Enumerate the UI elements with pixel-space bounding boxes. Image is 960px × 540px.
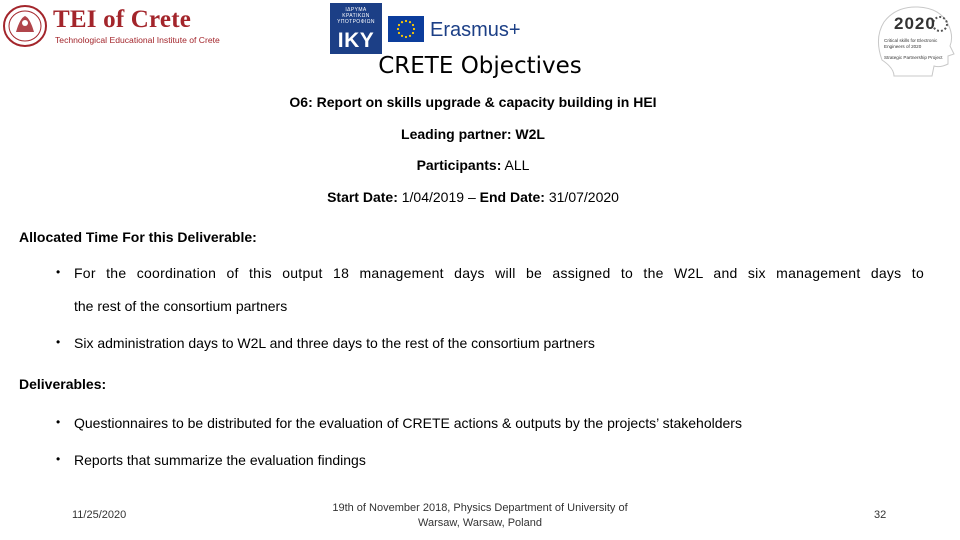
eu-flag-icon [388, 16, 424, 42]
tei-seal-icon [2, 4, 50, 48]
iky-logo-line: ΥΠΟΤΡΟΦΙΩΝ [337, 19, 375, 25]
participants-label: Participants: [416, 157, 502, 173]
crete-logo-line: Strategic Partnership Project [884, 55, 943, 60]
bullet-icon: • [56, 415, 61, 429]
start-date-value: 1/04/2019 [401, 189, 465, 205]
participants-value: ALL [504, 157, 530, 173]
tei-logo [2, 4, 220, 48]
bullet-icon: • [56, 452, 61, 466]
iky-logo-line: ΙΔΡΥΜΑ [345, 7, 367, 13]
leading-partner-line [0, 126, 946, 142]
list-item-text: Six administration days to W2L and three days to the rest of the consortium partners [74, 335, 595, 351]
crete-logo-year: 2020 [894, 14, 936, 33]
footer-event-line: Warsaw, Warsaw, Poland [418, 517, 542, 529]
list-item-text: the rest of the consortium partners [74, 298, 288, 314]
slide-title: CRETE Objectives [378, 53, 582, 79]
iky-logo [330, 3, 382, 54]
tei-logo-name: TEI of Crete [53, 6, 192, 33]
report-line: O6: Report on skills upgrade & capacity building in HEI [289, 94, 657, 110]
footer-event-line: 19th of November 2018, Physics Department of University of [332, 502, 628, 514]
bullet-icon: • [56, 265, 61, 279]
allocated-time-heading: Allocated Time For this Deliverable: [19, 229, 257, 245]
crete-logo-line: Critical skills for Electronic [884, 38, 938, 43]
list-item-text: For the coordination of this output 18 management days will be assigned to the W2L and six management days to [74, 265, 924, 281]
list-item-text: Questionnaires to be distributed for the evaluation of CRETE actions & outputs by the projects’ stakeholders [74, 415, 742, 431]
leading-partner-value: W2L [515, 126, 545, 142]
leading-partner-label: Leading partner: [401, 126, 512, 142]
iky-logo-line: ΚΡΑΤΙΚΩΝ [342, 13, 370, 19]
footer-event [310, 501, 650, 531]
end-date-label: End Date: [479, 189, 545, 205]
end-date-value: 31/07/2020 [548, 189, 619, 205]
footer-page-number: 32 [874, 509, 887, 521]
start-date-label: Start Date: [327, 189, 398, 205]
iky-logo-name: IKY [337, 29, 375, 52]
participants-line [0, 157, 946, 173]
dates-line [0, 189, 946, 205]
bullet-icon: • [56, 335, 61, 349]
tei-logo-subtitle: Technological Educational Institute of Crete [55, 35, 220, 45]
crete-logo-line: Engineers of 2020 [884, 44, 922, 49]
footer-date: 11/25/2020 [72, 509, 127, 521]
list-item-text: Reports that summarize the evaluation findings [74, 452, 366, 468]
deliverables-heading: Deliverables: [19, 376, 107, 392]
date-separator: – [467, 189, 476, 205]
erasmus-logo-text: Erasmus+ [430, 19, 521, 41]
